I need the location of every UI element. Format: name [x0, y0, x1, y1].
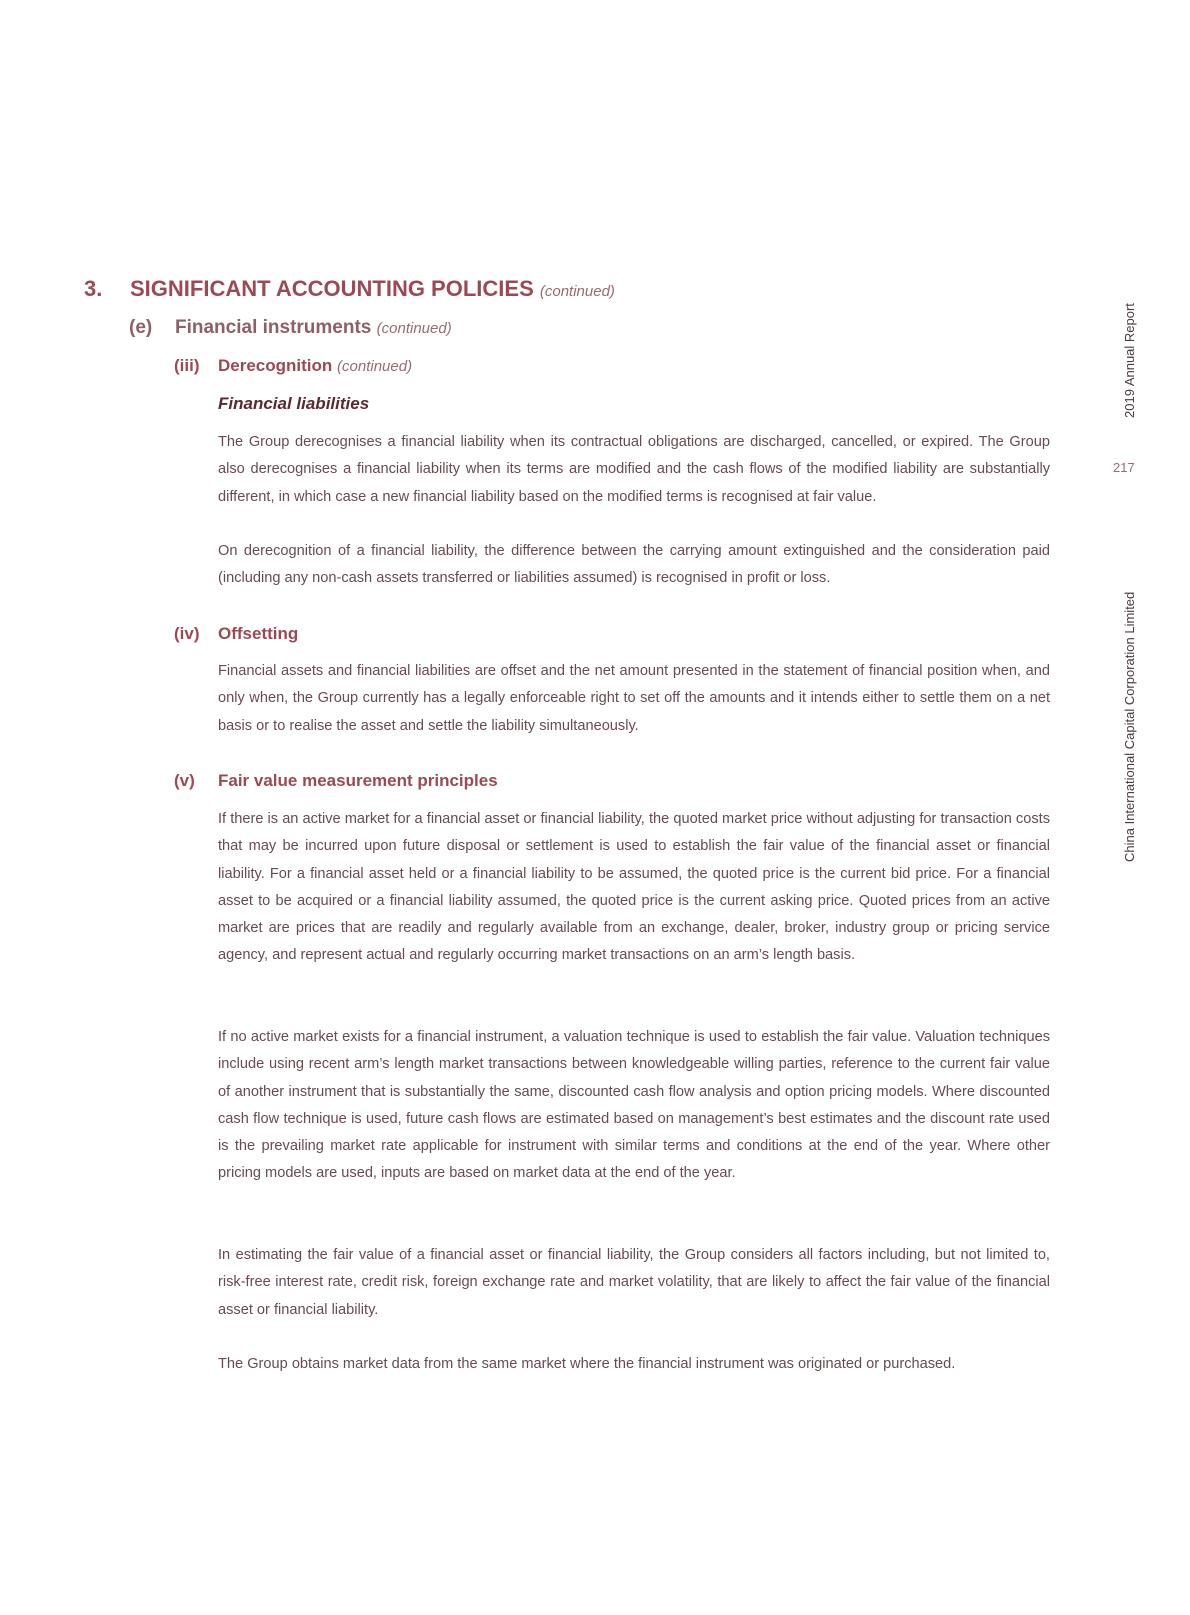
- paragraph: If no active market exists for a financial instrument, a valuation technique is used to establish the fair value. Valuation techniques include using recent arm’s length market transactions between knowledgeable willing parties, reference to the current fair value of another instrument that is substantially the same, discounted cash flow analysis and option pricing models. Where discounted cash flow technique is used, future cash flows are estimated based on management’s best estimates and the discount rate used is the prevailing market rate applicable for instrument with similar terms and conditions at the end of the year. Where other pricing models are used, inputs are based on market data at the end of the year.: [218, 1029, 1050, 1182]
- paragraph: In estimating the fair value of a financial asset or financial liability, the Group considers all factors including, but not limited to, risk-free interest rate, credit risk, foreign exchange rate and market volatility, that are likely to affect the fair value of the financial asset or financial liability.: [218, 1247, 1050, 1318]
- fair-value-heading: (v) Fair value measurement principles: [174, 771, 498, 790]
- company-name: China International Capital Corporation Limited: [1122, 591, 1137, 862]
- paragraph: The Group obtains market data from the same market where the financial instrument was originated or purchased.: [218, 1356, 956, 1372]
- report-title: 2019 Annual Report: [1122, 303, 1137, 418]
- section-heading: 3. SIGNIFICANT ACCOUNTING POLICIES (continued): [84, 276, 615, 301]
- subsection-heading: (e) Financial instruments (continued): [129, 317, 452, 338]
- paragraph: If there is an active market for a financial asset or financial liability, the quoted market price without adjusting for transaction costs that may be incurred upon future disposal or settlement is used to establish the fair value of the financial asset or financial liability. For a financial asset held or a financial liability to be assumed, the quoted price is the current bid price. For a financial asset to be acquired or a financial liability assumed, the quoted price is the current asking price. Quoted prices from an active market are prices that are readily and regularly available from an exchange, dealer, broker, industry group or pricing service agency, and represent actual and regularly occurring market transactions on an arm’s length basis.: [218, 811, 1050, 964]
- paragraph: Financial assets and financial liabilities are offset and the net amount presented in the statement of financial position when, and only when, the Group currently has a legally enforceable right to set off the amounts and it intends either to settle them on a net basis or to realise the asset and settle the liability simultaneously.: [218, 663, 1050, 734]
- page-number: 217: [1113, 460, 1135, 475]
- financial-liabilities-heading: Financial liabilities: [218, 394, 370, 413]
- section-title: SIGNIFICANT ACCOUNTING POLICIES: [130, 276, 534, 301]
- paragraph: The Group derecognises a financial liability when its contractual obligations are discharged, cancelled, or expired. The Group also derecognises a financial liability when its terms are modified and the cash flows of the modified liability are substantially different, in which case a new financial liability based on the modified terms is recognised at fair value.: [218, 434, 1050, 505]
- offsetting-heading: (iv) Offsetting: [174, 624, 299, 643]
- derecognition-heading: (iii) Derecognition (continued): [174, 356, 413, 375]
- paragraph: On derecognition of a financial liability, the difference between the carrying amount extinguished and the consideration paid (including any non-cash assets transferred or liabilities assumed) is recognised in profit or loss.: [218, 543, 1050, 587]
